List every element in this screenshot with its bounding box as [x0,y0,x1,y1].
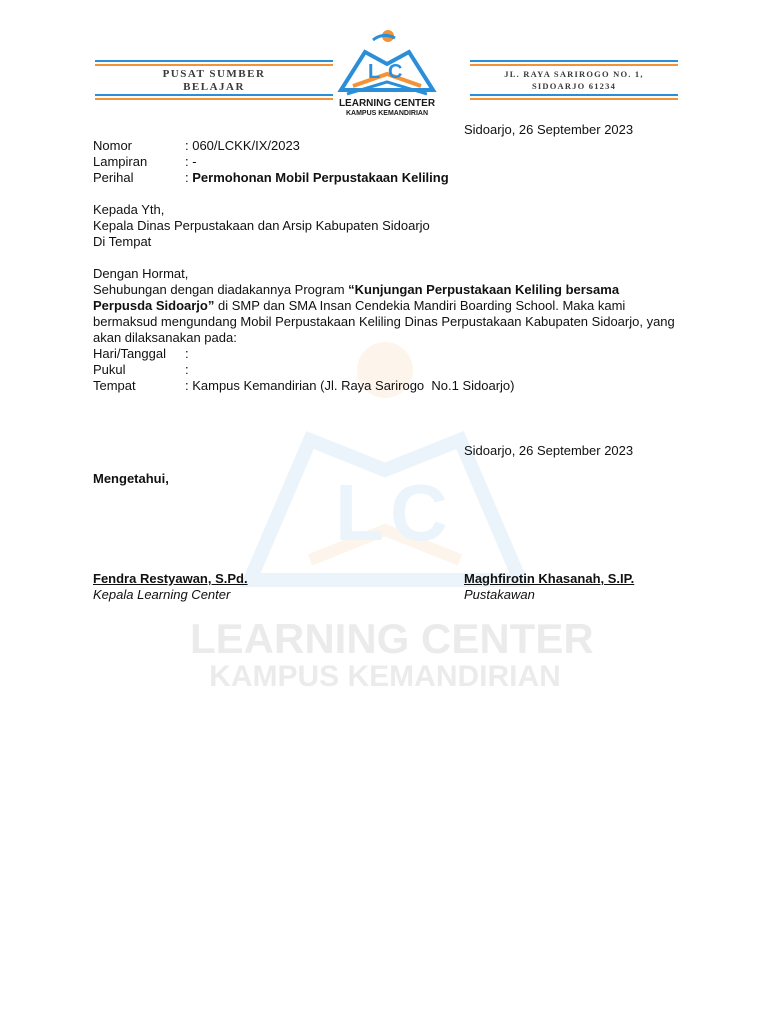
body-line1 [93,282,619,298]
header-left-bottom-rule-2 [95,98,333,100]
header-right-box [470,58,678,98]
hari-label: Hari/Tanggal [93,346,166,361]
header-right-bottom-rule-2 [470,98,678,100]
header-left-box [95,58,333,98]
signatory-left-title: Kepala Learning Center [93,587,231,602]
body-part1: Sehubungan dengan diadakannya Program [93,282,349,297]
header-right-top-rule-2 [470,64,678,66]
signatory-left-name: Fendra Restyawan, S.Pd. [93,571,248,586]
perihal-row [93,170,449,186]
header-right-bottom-rule [470,94,678,96]
body-program-line1: “Kunjungan Perpustakaan Keliling bersama [348,282,620,297]
pukul-value: : [185,362,189,377]
recipient-line3: Di Tempat [93,234,152,249]
lampiran-label: Lampiran [93,154,148,169]
svg-text:C: C [390,468,448,557]
pukul-label: Pukul [93,362,126,377]
signatory-right-name: Maghfirotin Khasanah, S.IP. [464,571,635,586]
watermark-line2: KAMPUS KEMANDIRIAN [209,660,561,693]
perihal-colon: : [185,170,193,185]
nomor-value: : 060/LCKK/IX/2023 [185,138,300,153]
header-right-line1: JL. RAYA SARIROGO NO. 1, [504,69,644,79]
mengetahui: Mengetahui, [93,471,169,486]
body-line4: akan dilaksanakan pada: [93,330,237,345]
date-top: Sidoarjo, 26 September 2023 [464,122,634,137]
header-left-bottom-rule [95,94,333,96]
perihal-value: Permohonan Mobil Perpustakaan Keliling [192,170,449,185]
svg-text:L: L [368,61,381,83]
body-line3: bermaksud mengundang Mobil Perpustakaan Keliling Dinas Perpustakaan Kabupaten Sidoarjo, yang [93,314,675,329]
lampiran-value: : - [185,154,197,169]
header-right-line2: SIDOARJO 61234 [531,81,617,91]
header-left-line2: BELAJAR [183,81,245,93]
nomor-label: Nomor [93,138,133,153]
logo-text-line2: KAMPUS KEMANDIRIAN [345,110,429,117]
svg-text:L: L [335,468,384,557]
tempat-row [93,378,514,394]
header-left-top-rule-2 [95,64,333,66]
logo-text-line1: LEARNING CENTER [338,98,436,109]
hari-value: : [185,346,189,361]
tempat-label: Tempat [93,378,136,393]
date-bottom: Sidoarjo, 26 September 2023 [464,443,634,458]
body-line2 [93,298,625,314]
hari-row [93,346,189,362]
header-right-top-rule [470,60,678,62]
watermark-logo-icon [190,330,580,610]
tempat-value: : Kampus Kemandirian (Jl. Raya Sarirogo No.1 Sidoarjo) [185,378,515,393]
header-left-top-rule [95,60,333,62]
recipient-line2: Kepala Dinas Perpustakaan dan Arsip Kabupaten Sidoarjo [93,218,430,233]
perihal-label: Perihal [93,170,134,185]
greeting: Dengan Hormat, [93,266,189,281]
header-left-line1: PUSAT SUMBER [162,68,266,80]
svg-text:C: C [388,61,403,83]
learning-center-logo-icon [335,26,439,98]
body-part2: di SMP dan SMA Insan Cendekia Mandiri Boarding School. Maka kami [214,298,626,313]
lampiran-row [93,154,197,170]
header-logo [335,26,439,122]
nomor-row [93,138,300,154]
signatory-right-title: Pustakawan [464,587,535,602]
watermark-line1: LEARNING CENTER [190,615,594,662]
pukul-row [93,362,189,378]
body-program-line2: Perpusda Sidoarjo” [93,298,215,313]
recipient-line1: Kepada Yth, [93,202,165,217]
